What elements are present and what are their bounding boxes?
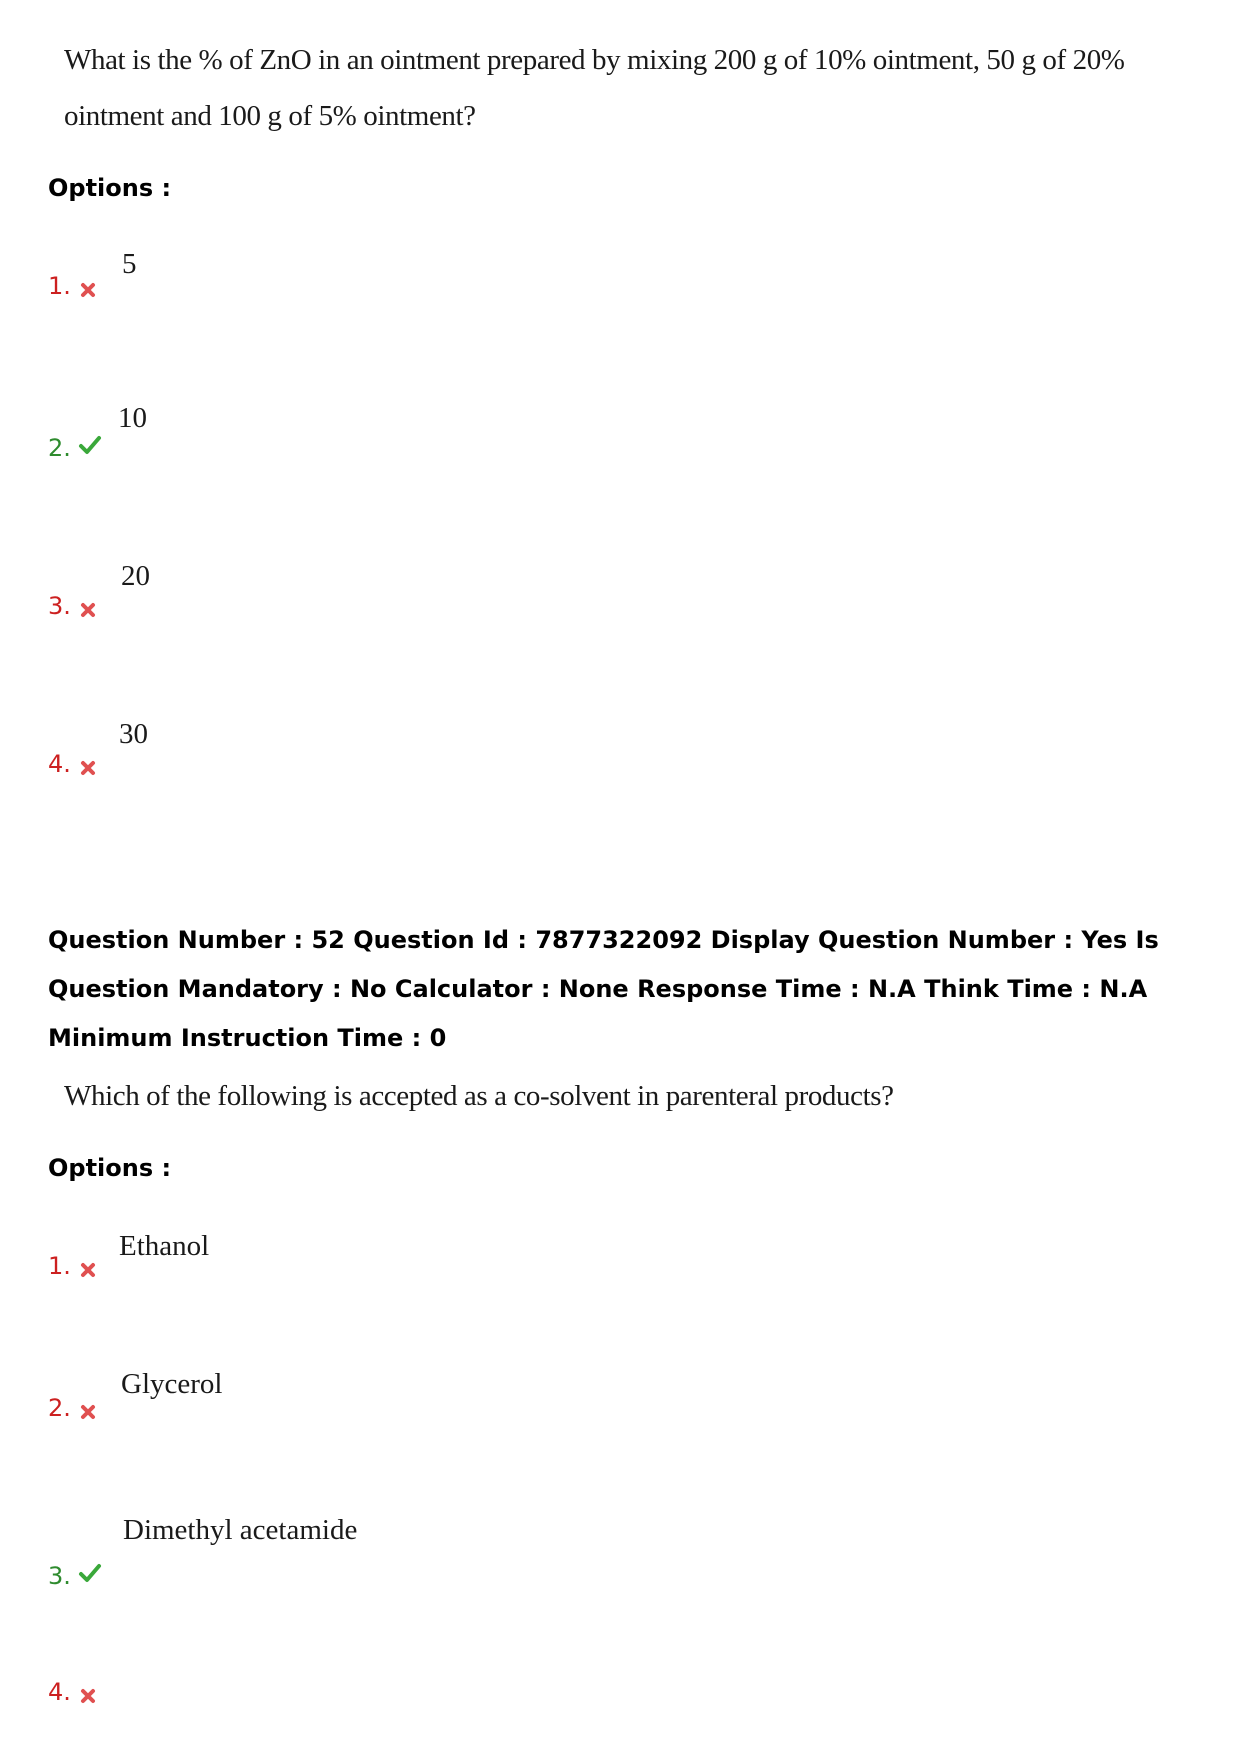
question-52-text: Which of the following is accepted as a co-solvent in parenteral products? — [64, 1080, 894, 1112]
option-text: Dimethyl acetamide — [123, 1514, 358, 1546]
option-text: Glycerol — [121, 1368, 223, 1400]
question-51-text-line-2: ointment and 100 g of 5% ointment? — [64, 100, 476, 132]
option-text: 30 — [119, 718, 148, 750]
option-text: 5 — [122, 248, 137, 280]
options-label: Options : — [48, 1154, 172, 1182]
question-51-text-line-1: What is the % of ZnO in an ointment prepared by mixing 200 g of 10% ointment, 50 g of 20% — [64, 44, 1125, 76]
option-number: 3. — [48, 592, 71, 620]
options-label: Options : — [48, 174, 172, 202]
cross-icon — [78, 1686, 98, 1706]
option-text: Ethanol — [119, 1230, 210, 1262]
question-52-metadata: Question Number : 52 Question Id : 7877322092 Display Question Number : Yes Is Question Mandatory : No Calculator : None Response Time : N.A Think Time : N.A Minimum Instruction Time : 0 — [48, 926, 1159, 1052]
option-text: 10 — [118, 402, 147, 434]
option-number: 1. — [48, 272, 71, 300]
option-number: 2. — [48, 434, 71, 462]
check-icon — [78, 434, 102, 456]
cross-icon — [78, 758, 98, 778]
cross-icon — [78, 600, 98, 620]
option-number: 1. — [48, 1252, 71, 1280]
option-number: 4. — [48, 1678, 71, 1706]
cross-icon — [78, 280, 98, 300]
option-number: 3. — [48, 1562, 71, 1590]
check-icon — [78, 1562, 102, 1584]
option-text: 20 — [121, 560, 150, 592]
option-number: 2. — [48, 1394, 71, 1422]
cross-icon — [78, 1402, 98, 1422]
option-number: 4. — [48, 750, 71, 778]
cross-icon — [78, 1260, 98, 1280]
